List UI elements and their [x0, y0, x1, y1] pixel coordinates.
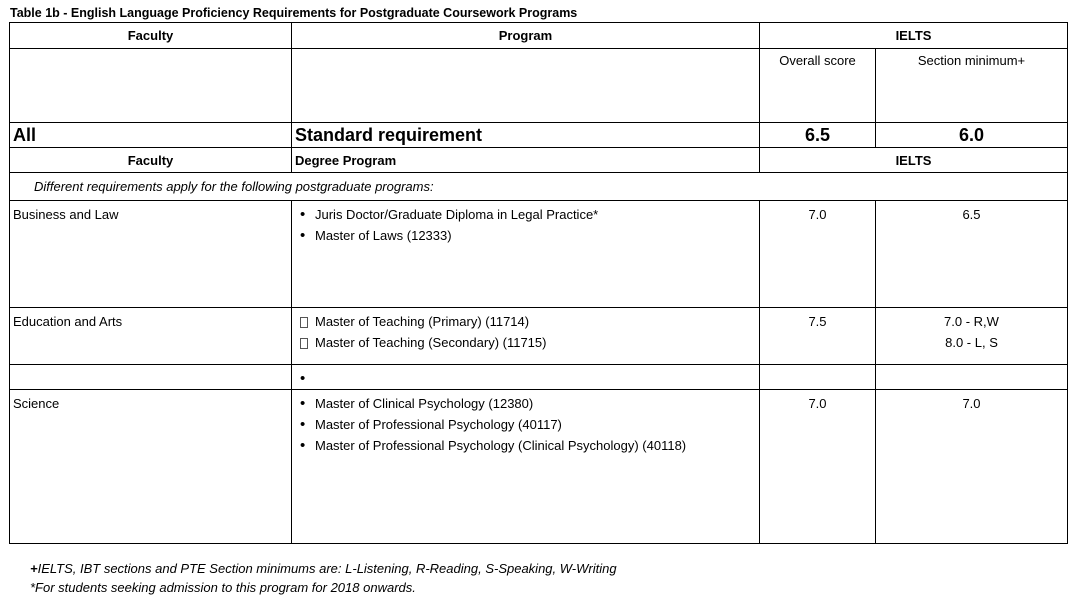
- standard-faculty: All: [10, 123, 292, 148]
- standard-overall: 6.5: [760, 123, 876, 148]
- row-section: [876, 308, 1068, 365]
- empty-row-program: [292, 365, 760, 390]
- footnote-2018: *For students seeking admission to this program for 2018 onwards.: [30, 580, 416, 595]
- empty-row-overall: [760, 365, 876, 390]
- subheader-program: Degree Program: [292, 148, 760, 173]
- row-overall: 7.0: [760, 390, 876, 544]
- subheader-faculty: Faculty: [10, 148, 292, 173]
- program-item: Master of Teaching (Primary) (11714): [295, 311, 756, 332]
- standard-program: Standard requirement: [292, 123, 760, 148]
- header-section-minimum: Section minimum+: [876, 49, 1068, 123]
- header-program: Program: [292, 23, 760, 49]
- row-overall: 7.0: [760, 201, 876, 308]
- row-programs: [292, 308, 760, 365]
- row-programs: [292, 201, 760, 308]
- header-blank-program: [292, 49, 760, 123]
- programs-note: Different requirements apply for the following postgraduate programs:: [10, 173, 1068, 201]
- section-line: 8.0 - L, S: [945, 335, 998, 350]
- program-item: • Juris Doctor/Graduate Diploma in Legal Practice*: [295, 204, 756, 225]
- table-caption: Table 1b - English Language Proficiency Requirements for Postgraduate Coursework Programs: [10, 6, 578, 20]
- row-section: 7.0: [876, 390, 1068, 544]
- program-item: • Master of Professional Psychology (40117): [295, 414, 756, 435]
- section-line: 7.0 - R,W: [944, 314, 999, 329]
- requirements-table: [9, 22, 1068, 544]
- subheader-ielts: IELTS: [760, 148, 1068, 173]
- row-overall: 7.5: [760, 308, 876, 365]
- row-programs: [292, 390, 760, 544]
- program-item: • Master of Clinical Psychology (12380): [295, 393, 756, 414]
- footnote-sections: [30, 561, 617, 576]
- header-overall-score: Overall score: [760, 49, 876, 123]
- empty-row-faculty: [10, 365, 292, 390]
- header-blank-faculty: [10, 49, 292, 123]
- row-faculty: Education and Arts: [10, 308, 292, 365]
- header-ielts: IELTS: [760, 23, 1068, 49]
- row-faculty: Science: [10, 390, 292, 544]
- empty-row-section: [876, 365, 1068, 390]
- program-item: • Master of Laws (12333): [295, 225, 756, 246]
- row-section: 6.5: [876, 201, 1068, 308]
- header-faculty: Faculty: [10, 23, 292, 49]
- footnote-sections-text: IELTS, IBT sections and PTE Section minimums are: L-Listening, R-Reading, S-Speaking, W-Writing: [37, 561, 617, 576]
- plus-mark: +: [30, 561, 38, 576]
- program-item: Master of Teaching (Secondary) (11715): [295, 332, 756, 353]
- row-faculty: Business and Law: [10, 201, 292, 308]
- standard-section: 6.0: [876, 123, 1068, 148]
- program-item: • Master of Professional Psychology (Clinical Psychology) (40118): [295, 435, 756, 456]
